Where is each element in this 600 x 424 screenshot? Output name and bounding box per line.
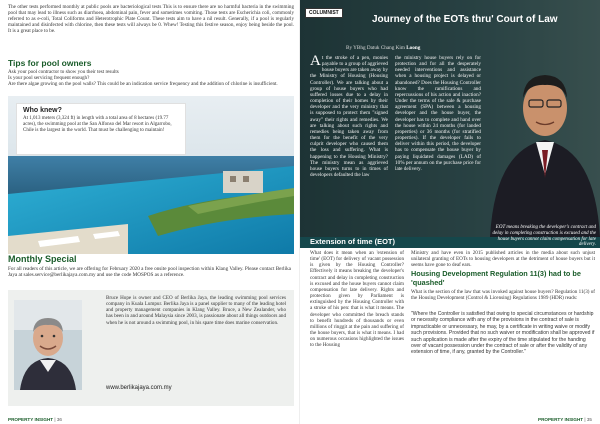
photo-caption: EOT means breaking the developer's contract and delay in completing construction is excused and the house buyers cannot claim compensation for late delivery. <box>492 225 596 248</box>
article-title: Journey of the EOTs thru' Court of Law <box>372 14 558 25</box>
tip-line: Are there algae growing on the pool walls? This could be an indication service frequency and the addition of chlorine is insufficient. <box>8 81 278 88</box>
page-number: 35 <box>586 417 592 422</box>
author-photo <box>14 300 82 390</box>
regulation-quote: "Where the Controller is satisfied that owing to special circumstances or hardship or necessity compliance with any of the provisions in the contract of sale is impracticable or unnecessary, he may, by a certificate in writing waive or modify such provisions. Provided that no such waiver or modification shall be approved if such application is made after the expiry of the time stipulated for the handing over of vacant possession under the contract of sale or after the validity of any extension of time, if any, granted by the Controller." <box>411 311 595 356</box>
tips-heading: Tips for pool owners <box>8 58 92 68</box>
right-page <box>300 0 600 424</box>
section-heading-regulation: Housing Development Regulation 11(3) had to be 'quashed' <box>411 269 581 287</box>
column-1-text: t the stroke of a pen, monies payable to a group of aggrieved house buyers are taken away by the Ministry of Housing (Housing Controller). We are talking about a group of house buyers who had suffered losses due to a delay in completion of their homes by their developer and the very ministry that is supposed to protect them "signed away" their rights and remedies. We are talking about such rights and remedies being taken away from them for the benefit of the very culprit developer who caused them the loss and suffering. What is happening to the Housing Ministry? The ministry mean as aggrieved house buyers turns to in times of developers defaulted the law <box>310 55 388 178</box>
who-knew-text: At 1,013 meters (3,324 ft) in length with a total area of 8 hectares (19.77 acres), the swimming pool at the San Alfonso del Mar resort in Algarrobo, Chile is the largest in the world. That must be challenging to maintain! <box>23 116 172 133</box>
intro-paragraph: The other tests performed monthly at public pools are bacteriological tests This is to ensure there are no harmful bacteria in the swimming pool that may lead to illness such as diarrhoea, abdominal pain, fever and sometimes vomiting. Those tests are Escherichia coli, commonly referred to as e-coli, Total Coliforms and Heterotrophic Plate Count. These tests aim to have a nil result. Generally, if a pool is regularly maintained and disinfected with chlorine, then these tests will always be 0. Whew! Testing this festive season, enjoy being beside the pool. It is a great place to be. <box>8 4 294 35</box>
section-heading-eot: Extension of time (EOT) <box>310 237 396 246</box>
article-column-1 <box>310 55 388 178</box>
footer-publication: PROPERTY INSIGHT <box>538 417 584 422</box>
right-footer: PROPERTY INSIGHT | 35 <box>538 417 592 422</box>
eot-column-1: What does it mean when an 'extension of time' (EOT) for delivery of vacant possession is given by the Housing Controller? Effectively it means breaking the developer's contract and delay in completing construction is excused and the house buyers cannot claim compensation for late delivery. Rights and protection given by Parliament is extinguished by the Housing Controller with a stroke of his pen: that is what it means. The developer who committed the breach stands to benefit hundreds of thousands or even millions of ringgit at the pain and suffering of the house buyers, that is what it means. I had on numerous occasions highlighted the issues to the Housing <box>310 250 404 349</box>
monthly-special <box>8 254 294 279</box>
tip-line: Is your pool servicing frequent enough? <box>8 75 90 82</box>
byline <box>346 45 420 51</box>
byline-text: By YBhg Datuk Chang Kim <box>346 45 405 51</box>
drop-cap: A <box>310 53 321 69</box>
byline-name: Loong <box>406 45 421 51</box>
tip-line: Ask your pool contractor to show you their test results <box>8 69 119 75</box>
who-knew-box <box>16 103 186 155</box>
footer-publication: PROPERTY INSIGHT <box>8 417 54 422</box>
who-knew-title: Who knew? <box>23 107 62 114</box>
eot-column-2: Ministry and have even in 2015 published articles in the media about such unjust unilateral granting of EOTs to housing developers at the detriment of house buyers but it seems have gone to deaf ears. <box>411 250 595 269</box>
article-column-2: the ministry house buyers rely on for protection and for all the desperately needed interventions and assistance when a housing project is delayed or abandoned? Does the Housing Controller know the ramifications and repercussions of his action and inaction? Under the terms of the sale & purchase agreement (SPA) between a housing developer and the house buyer, the developer has to complete and hand over the house within 24 months (for landed properties) or 36 months (for stratified properties). If the developer fails to deliver within this period, the developer has to compensate the house buyer by paying liquidated damages (LAD) of 10% per annum on the purchase price for late delivery. <box>395 55 481 172</box>
author-bio-text: Bruce Hope is owner and CEO of Berlika Jaya, the leading swimming pool services company in Kuala Lumpur. Berlika Jaya is a panel supplier to many of the leading hotel and property management companies in Klang Valley. Bruce, a New Zealander, who has been in and around Malaysia since 2003, is passionate about all things outdoors and when he is not around a swimming pool, in his spare time does marine conservation. <box>106 295 286 326</box>
author-bio-box <box>8 290 294 406</box>
left-footer: PROPERTY INSIGHT | 36 <box>8 417 62 422</box>
regulation-intro: What is the section of the law that was invoked against house buyers? Regulation 11(3) of the Housing Development (Control & Licensing) Regulations 1989 (HDR) reads: <box>411 289 595 302</box>
monthly-special-title: Monthly Special <box>8 254 77 264</box>
page-number: 36 <box>56 417 62 422</box>
company-website-link[interactable]: www.berlikajaya.com.my <box>106 385 172 391</box>
tips-list <box>8 69 294 88</box>
monthly-special-text: For all readers of this article, we are offering for February 2020 a free onsite pool inspection within Klang Valley. Please contact Berlika Jaya at sales.service@berlikajaya.com.my and use the code MOSPOS as a reference. <box>8 266 291 279</box>
columnist-tag: COLUMNIST <box>305 8 343 18</box>
